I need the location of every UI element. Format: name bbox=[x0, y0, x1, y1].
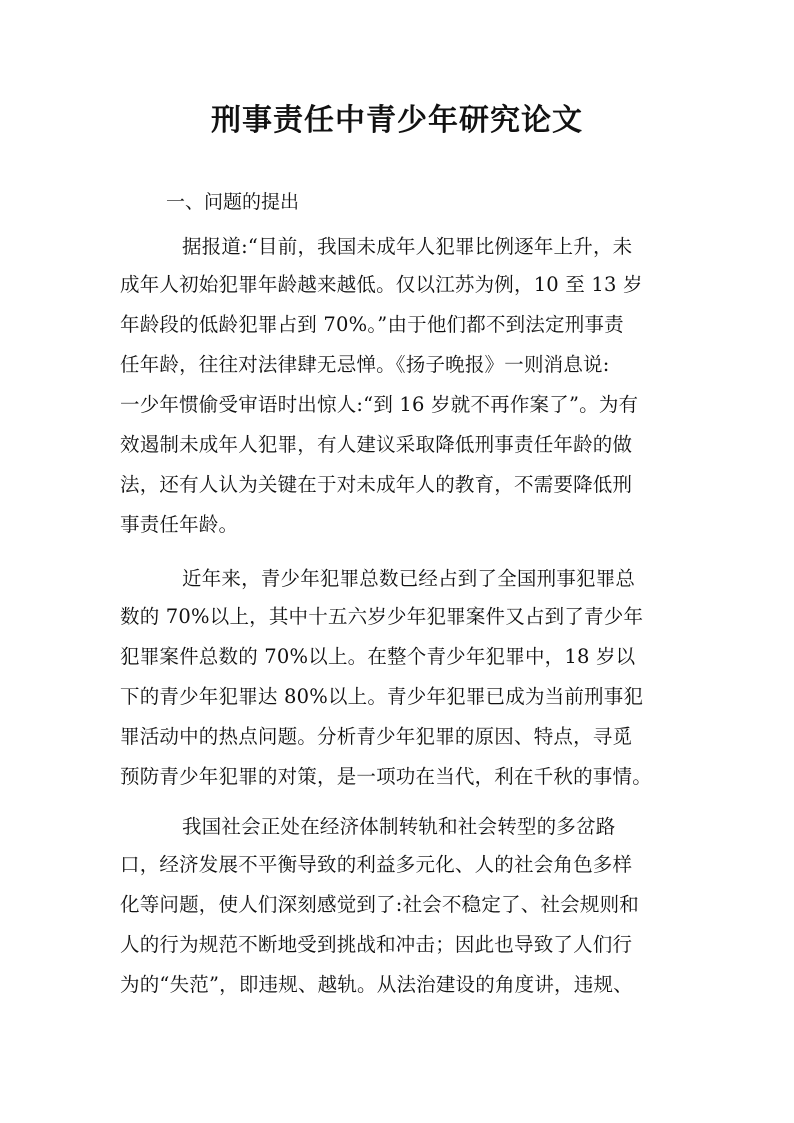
paragraph-3-line-4: 人的行为规范不断地受到挑战和冲击；因此也导致了人们行 bbox=[120, 933, 633, 956]
paragraph-2-line-5: 罪活动中的热点问题。分析青少年犯罪的原因、特点，寻觅 bbox=[120, 725, 633, 748]
paragraph-2-line-6: 预防青少年犯罪的对策，是一项功在当代，利在千秋的事情。 bbox=[120, 765, 652, 788]
paragraph-1-line-3: 年龄段的低龄犯罪占到 70%。”由于他们都不到法定刑事责 bbox=[120, 313, 624, 336]
paragraph-1-line-7: 法，还有人认为关键在于对未成年人的教育，不需要降低刑 bbox=[120, 473, 633, 496]
paragraph-1-line-1: 据报道:“目前，我国未成年人犯罪比例逐年上升，未 bbox=[182, 235, 633, 258]
paragraph-3-line-2: 口，经济发展不平衡导致的利益多元化、人的社会角色多样 bbox=[120, 853, 633, 876]
document-title: 刑事责任中青少年研究论文 bbox=[211, 103, 583, 138]
paragraph-3-line-1: 我国社会正处在经济体制转轨和社会转型的多岔路 bbox=[182, 815, 616, 838]
paragraph-3-line-5: 为的“失范”，即违规、越轨。从法治建设的角度讲，违规、 bbox=[120, 973, 633, 996]
paragraph-1-line-2: 成年人初始犯罪年龄越来越低。仅以江苏为例，10 至 13 岁 bbox=[120, 273, 643, 296]
paragraph-1-line-4: 任年龄，往往对法律肆无忌惮。《扬子晚报》一则消息说: bbox=[120, 353, 610, 376]
paragraph-2-line-4: 下的青少年犯罪达 80%以上。青少年犯罪已成为当前刑事犯 bbox=[120, 685, 644, 708]
section-heading: 一、问题的提出 bbox=[166, 191, 300, 213]
paragraph-1-line-8: 事责任年龄。 bbox=[120, 513, 239, 536]
paragraph-2-line-2: 数的 70%以上，其中十五六岁少年犯罪案件又占到了青少年 bbox=[120, 605, 644, 628]
paragraph-2-line-3: 犯罪案件总数的 70%以上。在整个青少年犯罪中，18 岁以 bbox=[120, 645, 636, 668]
paragraph-3-line-3: 化等问题，使人们深刻感觉到了:社会不稳定了、社会规则和 bbox=[120, 893, 639, 916]
paragraph-1-line-6: 效遏制未成年人犯罪，有人建议采取降低刑事责任年龄的做 bbox=[120, 433, 633, 456]
paragraph-2-line-1: 近年来，青少年犯罪总数已经占到了全国刑事犯罪总 bbox=[182, 567, 636, 590]
paragraph-1-line-5: 一少年惯偷受审语时出惊人:“到 16 岁就不再作案了”。为有 bbox=[120, 393, 639, 416]
